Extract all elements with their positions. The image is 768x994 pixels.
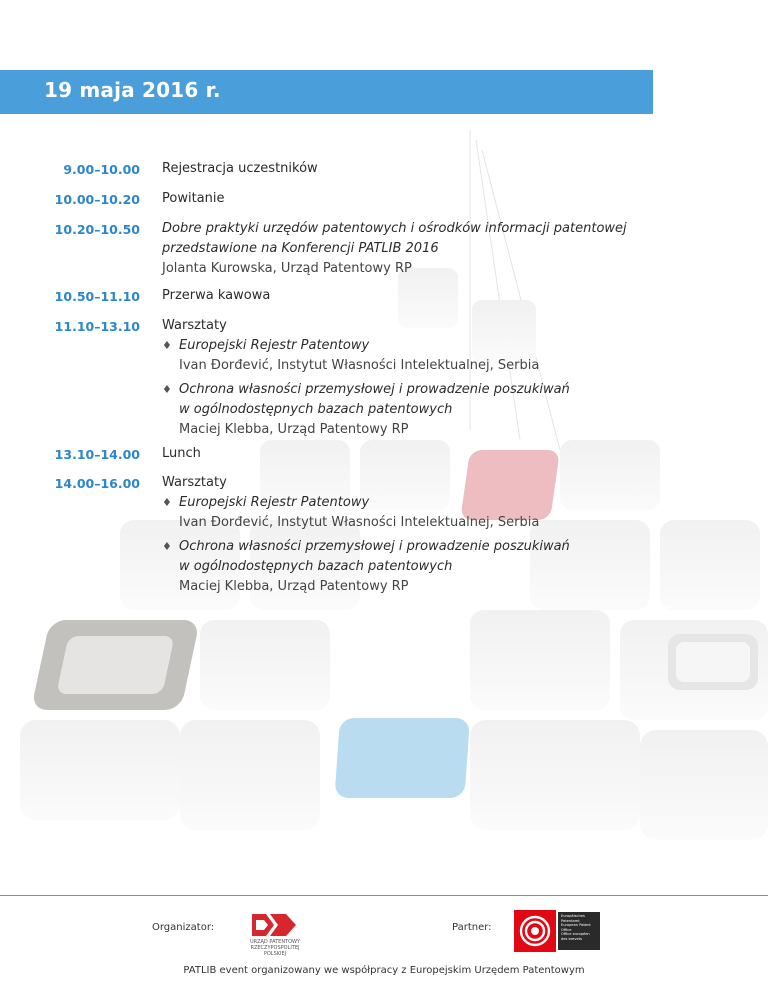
event-date: 19 maja 2016 r. (44, 78, 221, 102)
epo-logo-icon (514, 910, 556, 952)
subitem-speaker: Ivan Đorđević, Instytut Własności Intelektualnej, Serbia (179, 358, 540, 373)
subitem-speaker: Maciej Klebba, Urząd Patentowy RP (179, 422, 409, 437)
subitem-title-line: w ogólnodostępnych bazach patentowych (179, 559, 453, 574)
agenda-title: Warsztaty (162, 475, 227, 490)
subitem-title: Europejski Rejestr Patentowy (179, 495, 370, 510)
agenda-title: Powitanie (162, 191, 225, 206)
agenda-subitem (162, 380, 752, 440)
agenda-title: Rejestracja uczestników (162, 161, 318, 176)
epo-logo (514, 910, 600, 952)
epo-name-fr: Office européen des brevets (561, 932, 590, 941)
epo-name-en: European Patent Office (561, 923, 591, 932)
diamond-bullet-icon: ♦ (162, 339, 172, 352)
upr-logo (240, 910, 310, 956)
subitem-speaker: Maciej Klebba, Urząd Patentowy RP (179, 579, 409, 594)
agenda-time: 11.10–13.10 (54, 319, 140, 334)
diamond-bullet-icon: ♦ (162, 383, 172, 396)
agenda-speaker: Jolanta Kurowska, Urząd Patentowy RP (162, 261, 412, 276)
agenda-time: 9.00–10.00 (63, 162, 140, 177)
agenda-title-line: przedstawione na Konferencji PATLIB 2016 (162, 241, 439, 256)
subitem-title: Europejski Rejestr Patentowy (179, 338, 370, 353)
diamond-bullet-icon: ♦ (162, 496, 172, 509)
agenda-subitem (162, 493, 752, 533)
diamond-bullet-icon: ♦ (162, 540, 172, 553)
subitem-title-line: w ogólnodostępnych bazach patentowych (179, 402, 453, 417)
agenda-title: Przerwa kawowa (162, 288, 271, 303)
subitem-title-line: Ochrona własności przemysłowej i prowadzenie poszukiwań (179, 382, 570, 397)
agenda-subitem (162, 537, 752, 597)
footer-note: PATLIB event organizowany we współpracy z Europejskim Urzędem Patentowym (183, 965, 585, 976)
subitem-title-line: Ochrona własności przemysłowej i prowadzenie poszukiwań (179, 539, 570, 554)
footer-divider (0, 895, 768, 896)
agenda-time: 10.50–11.10 (54, 289, 140, 304)
agenda-time: 10.20–10.50 (54, 222, 140, 237)
agenda-time: 13.10–14.00 (54, 447, 140, 462)
organizer-label: Organizator: (152, 922, 215, 933)
agenda-title: Warsztaty (162, 318, 227, 333)
date-banner (0, 70, 653, 114)
partner-label: Partner: (452, 922, 492, 933)
upr-logo-icon (240, 910, 310, 940)
agenda-time: 10.00–10.20 (54, 192, 140, 207)
epo-logo-text (558, 912, 600, 950)
agenda-title-line: Dobre praktyki urzędów patentowych i ośrodków informacji patentowej (162, 221, 627, 236)
agenda-subitem (162, 336, 752, 376)
agenda-title: Lunch (162, 446, 201, 461)
upr-logo-text: URZĄD PATENTOWY RZECZYPOSPOLITEJ POLSKIEJ (249, 939, 301, 957)
subitem-speaker: Ivan Đorđević, Instytut Własności Intelektualnej, Serbia (179, 515, 540, 530)
agenda-time: 14.00–16.00 (54, 476, 140, 491)
epo-name-de: Europäisches Patentamt (561, 914, 585, 923)
